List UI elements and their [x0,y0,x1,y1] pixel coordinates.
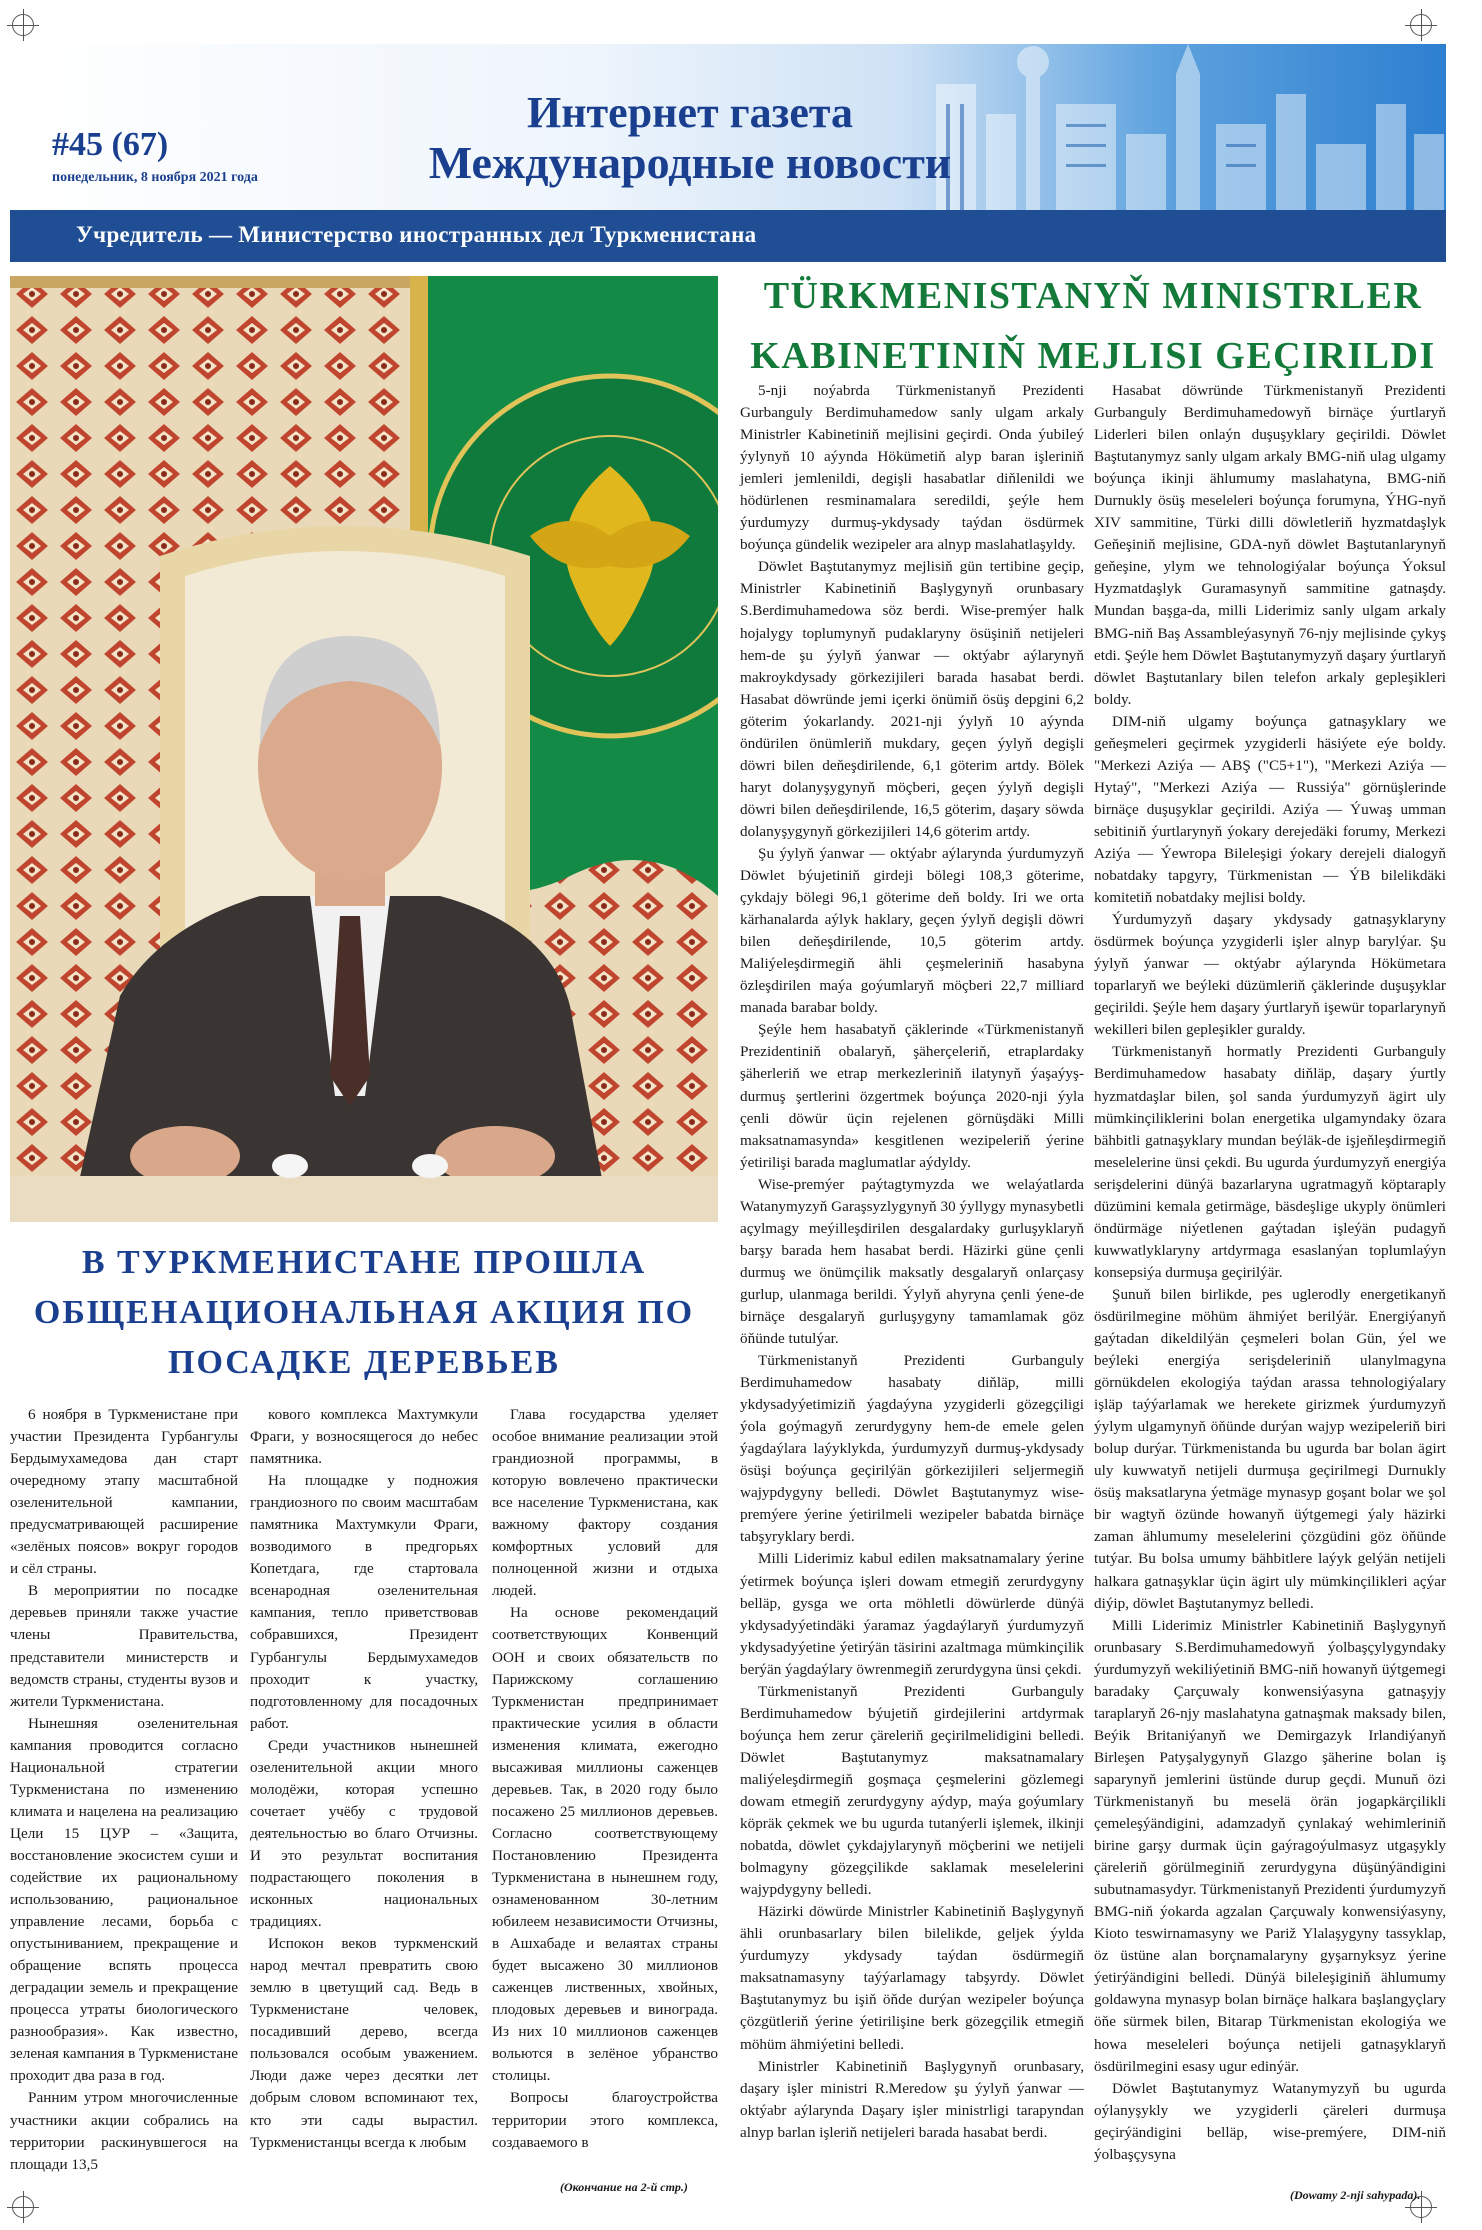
paragraph: Häzirki döwürde Ministrler Kabinetiniň Başlygynyň ähli orunbasarlary bilen bilelikde, geljek ýylda ýurdumyzy ykdysady taýdan ösdürmegiň maksatnamasyny taýýarlamagy tabşyrdy. Döwlet Baştutanymyz bu işiň öňde durýan wezipeler boýunça çözgütleriň ýerine ýetirilişine berk gözegçilik etmegiň möhüm ähmiýetini belledi. [740,1903,1084,2053]
paragraph: Türkmenistanyň Prezidenti Gurbanguly Berdimuhamedow hasabaty diňläp, milli ykdysadyýetimiziň ýagdaýyna yzygiderli gözegçiligi ýola goýmagyň zerurdygyny hem-de emele gelen ýagdaýlara laýyklykda, ýurdumyzyň durmuş-ykdysady ösüşi boýunça geçirilýän görkezijileri seljermegiň wajypdygyny belledi. Döwlet Baştutanymyz wise-premýere ýerine ýetirilmeli wezipeler babatda birnäçe tabşyryklary berdi. [740,1352,1084,1546]
article-tk-column-1 [740,380,1084,2144]
paragraph: Ранним утром многочисленные участники акции собрались на территории раскинувшегося на площади 13,5 [10,2089,238,2173]
president-photo [10,276,718,1222]
registration-mark-top-left [12,14,34,36]
title-line-1: Интернет газета [526,88,854,137]
title-line-2: Международные новости [428,137,952,188]
headline-ru-line-1: В ТУРКМЕНИСТАНЕ ПРОШЛА [81,1244,647,1281]
paragraph: 6 ноября в Туркменистане при участии Президента Гурбангулы Бердымухамедова дан старт очередному этапу масштабной озеленительной кампании, предусматривающей расширение «зелёных поясов» вокруг городов и сёл страны. [10,1406,238,1578]
paragraph: Hasabat döwründe Türkmenistanyň Prezidenti Gurbanguly Berdimuhamedowyň birnäçe ýurtlaryň Liderleri bilen onlaýn duşuşyklary geçirildi. Döwlet Baştutanymyz sanly ulgam arkaly BMG-niň ulag ulgamy boýunça ikinji ählumumy maslahatyna, BMG-niň Durnukly ösüş meseleleri boýunça forumyna, ÝHG-nyň XIV sammitine, Türki dilli döwletleriň hyzmatdaşlyk Geňeşiniň mejlisine, GDA-nyň döwlet Baştutanlarynyň geňeşine, ylym we tehnologiýalar boýunça Ýoksul Hyzmatdaşlyk Guramasynyň sammitine gatnaşdy. Mundan başga-da, milli Liderimiz sanly ulgam arkaly BMG-niň Baş Assambleýasynyň 76-njy mejlisinde çykyş etdi. Şeýle hem Döwlet Baştutanymyzyň daşary ýurtlaryň döwlet Baştutanlary bilen telefon arkaly gepleşikleri boldy. [1094,382,1446,708]
issue-date: понедельник, 8 ноября 2021 года [52,170,258,185]
paragraph: Şu ýylyň ýanwar — oktýabr aýlarynda ýurdumyzyň Döwlet býujetiniň girdeji bölegi 108,3 göterime, çykdajy bölegi 96,1 göterime deň boldy. Iri we orta kärhanalarda aýlyk haklary, geçen ýylyň degişli döwri bilen deňeşdirilende, 10,5 göterim artdy. Maliýeleşdirmegiň ähli çeşmeleriniň hasabyna özleşdirilen maýa goýumlaryň möçberi 22,7 milliard manada barabar boldy. [740,844,1084,1017]
paragraph: Milli Liderimiz kabul edilen maksatnamalary ýerine ýetirmek boýunça işleri dowam etmegiň zerurdygyny belläp, gysga we orta möhletli döwürlerde dünýä ykdysadyýetindäki ýaramaz ýagdaýlaryň ýurdumyzyň ykdysadyýetine ýetirýän täsirini azaltmaga mümkinçilik berýän ýagdaýlary öwrenmegiň zerurdygyna ünsi çekdi. [740,1550,1084,1678]
paragraph: DIM-niň ulgamy boýunça gatnaşyklary we geňeşmeleri geçirmek yzygiderli häsiýete eýe boldy. "Merkezi Aziýa — ABŞ ("C5+1"), "Merkezi Aziýa — Hytaý", "Merkezi Aziýa — Russiýa" görnüşlerinde birnäçe duşuşyklar geçirildi. Aziýa — Ýuwaş umman sebitiniň ýurtlarynyň ýokary derejedäki forumy, Merkezi Aziýa — Ýewropa Bileleşigi ýokary derejeli dialogyň nobatdaky tapgyry, Türkmenistan — ÝB bilelikdäki komitetiň nobatdaky mejlisi boldy. [1094,712,1446,907]
paragraph: Среди участников нынешней озеленительной акции много молодёжи, которая успешно сочетает учёбу с трудовой деятельностью во благо Отчизны. И это результат воспитания подрастающего поколения в исконных национальных традициях. [250,1736,478,1931]
paragraph: Ýurdumyzyň daşary ykdysady gatnaşyklaryny ösdürmek boýunça yzygiderli işler alnyp barylýar. Şu ýylyň ýanwar — oktýabr aýlarynda Hökümetara toparlaryň we beýleki düzümleriň çäklerinde duşuşyklar geçirildi. Şeýle hem daşary ýurtlaryň işewür toparlarynyň wekilleri bilen gepleşikler guraldy. [1094,911,1446,1039]
paragraph: кового комплекса Махтумкули Фраги, у возносящегося до небес памятника. [250,1406,478,1468]
paragraph: В мероприятии по посадке деревьев приняли также участие члены Правительства, представители министерств и ведомств страны, студенты вузов и жители Туркменистана. [10,1582,238,1710]
headline-ru-line-3: ПОСАДКЕ ДЕРЕВЬЕВ [168,1344,560,1381]
paragraph: На площадке у подножия грандиозного по своим масштабам памятника Махтумкули Фраги, возводимого в предгорьях Копетдага, где стартовала всенародная озеленительная кампания, тепло приветствовав собравшихся, Президент Гурбангулы Бердымухамедов проходит к участку, подготовленному для посадочных работ. [250,1472,478,1732]
founder-text: Учредитель — Министерство иностранных дел Туркменистана [76,222,757,247]
continuation-note-russian: (Окончание на 2-й стр.) [560,2180,688,2194]
article-ru-column-3 [492,1404,718,2154]
headline-tk-line-1: TÜRKMENISTANYŇ MINISTRLER [763,275,1423,317]
registration-mark-top-right [1410,14,1432,36]
continuation-note-turkmen: (Dowamy 2-nji sahypada). [1290,2188,1421,2202]
paragraph: Türkmenistanyň hormatly Prezidenti Gurbanguly Berdimuhamedow hasabaty diňläp, daşary ýurtly hyzmatdaşlar bilen, şol sanda ýurdumyzyň ägirt uly mümkinçiliklerini bolan energetika ulgamyndaky özara bähbitli gatnaşyklary mundan beýläk-de işjeňleşdirmegiň meselelerine ünsi çekdi. Bu ugurda ýurdumyzyň energiýa serişdelerini dünýä bazarlaryna ugratmagyň köptaraply düzümini kemala getirmäge, bäsdeşlige ukyply önümleri öndürmäge niýetlenen gaýtadan işleýän pudagyň kuwwatlyklaryny artdyrmaga esaslanýan toplumlaýyn konsepsiýa durmuşa geçirilýär. [1094,1043,1446,1281]
masthead [10,44,1446,262]
founder-bar [10,210,1446,262]
article-ru-column-2 [250,1404,478,2154]
paragraph: Döwlet Baştutanymyz Watanymyzyň bu ugurda oýlanyşykly we yzygiderli çäreleri durmuşa geçirýändigini belläp, wise-premýere, DIM-niň ýolbaşçysyna [1094,2079,1446,2163]
article-tk-column-2 [1094,380,1446,2166]
paragraph: Вопросы благоустройства территории этого комплекса, создаваемого в [492,2089,718,2151]
paragraph: Ministrler Kabinetiniň Başlygynyň orunbasary, daşary işler ministri R.Meredow şu ýylyň ýanwar — oktýabr aýlarynda Daşary işler ministrligi tarapyndan alnyp barlan işleriň netijeleri barada hasabat berdi. [740,2057,1084,2141]
paragraph: Şunuň bilen birlikde, pes uglerodly energetikanyň ösdürilmegine möhüm ähmiýet berilýär. Energiýanyň gaýtadan dikeldilýän çeşmeleri bolan Gün, ýel we beýleki energiýa serişdeleriniň ulanylmagyna görnükdelen ekologiýa taýdan arassa tehnologiýalary işläp taýýarlamak we herekete girizmek ýurdumyzyň ýylym ulgamynyň öňünde durýan wajyp wezipeleriň biri bolup durýar. Türkmenistanda bu ugurda bar bolan ägirt uly kuwwatyň netijeli durmuşa geçirilmegi Durnukly ösüş maksatlaryna ýetmäge mynasyp goşant bolar we şol bir wagtyň özünde howanyň üýtgemegi ýaly häzirki zaman ählumumy meselelerini çözgüdini göz öňünde tutýar. Bu bolsa umumy bähbitlere laýyk gelýän netijeli halkara gatnaşyklar üçin ägirt uly mümkinçilikleri açýar diýip, döwlet Baştutanymyz belledi. [1094,1285,1446,1612]
article-headline-russian [10,1238,718,1388]
paragraph: Нынешняя озеленительная кампания проводится согласно Национальной стратегии Туркменистана по изменению климата и нацелена на реализацию Цели 15 ЦУР – «Защита, восстановление экосистем суши и содействие их рациональному использованию, рациональное управление лесами, борьба с опустыниванием, прекращение и обращение вспять процесса деградации земель и прекращение процесса утраты биологического разнообразия». Как известно, зеленая кампания в Туркменистане проходит два раза в год. [10,1714,238,2085]
paragraph: Türkmenistanyň Prezidenti Gurbanguly Berdimuhamedow býujetiň girdejilerini artdyrmak boýunça hem zerur çäreleriň geçirilmelidigini belledi. Döwlet Baştutanymyz maksatnamalary maliýeleşdirmegiň goşmaça çeşmelerini gözlemegi dowam etmegiň zerurdygyny aýdyp, maýa goýumlary köpräk çekmek we bu ugurda tutanýerli işlemek, ilkinji nobatda, döwlet çykdajylarynyň möçberini we netijeli bolmagyny gözegçilikde saklamak meselelerini wajypdygyny belledi. [740,1682,1084,1899]
registration-mark-bottom-left [12,2196,34,2218]
paragraph: Döwlet Baştutanymyz mejlisiň gün tertibine geçip, Ministrler Kabinetiniň Başlygynyň orunbasary S.Berdimuhamedowa söz berdi. Wise-premýer halk hojalygy toplumynyň pudaklaryny ösüşiniň netijeleri hem-de şu ýylyň ýanwar — oktýabr aýlarynyň makroykdysady görkezijileri barada hasabat berdi. Hasabat döwründe jemi içerki önümiň ösüş depgini 6,2 göterim ýokarlandy. 2021-nji ýylyň 10 aýynda öndürilen önümleriň mukdary, geçen ýylyň degişli döwri bilen deňeşdirilende, 6,1 göterim artdy. Bölek haryt dolanyşygynyň möçberi, geçen ýylyň degişli döwri bilen deňeşdirilende, 16,5 göterim, daşary söwda dolanyşygynyň görkezijileri 14,6 göterim artdy. [740,558,1084,840]
article-ru-column-1 [10,1404,238,2176]
article-headline-turkmen [740,266,1446,386]
paragraph: На основе рекомендаций соответствующих Конвенций ООН и своих обязательств по Парижскому соглашению Туркменистан предпринимает практические усилия в области изменения климата, ежегодно высаживая миллионы саженцев деревьев. Так, в 2020 году было посажено 25 миллионов деревьев. Согласно соответствующему Постановлению Президента Туркменистана в нынешнем году, ознаменованном 30-летним юбилеем независимости Отчизны, в Ашхабаде и велаятах страны будет высажено 30 миллионов саженцев лиственных, хвойных, плодовых деревьев и винограда. Из них 10 миллионов саженцев вольются в зелёное убранство столицы. [492,1604,718,2085]
paragraph: 5-nji noýabrda Türkmenistanyň Prezidenti Gurbanguly Berdimuhamedow sanly ulgam arkaly Ministrler Kabinetiniň mejlisini geçirdi. Onda ýubileý ýylynyň 10 aýynda Hökümetiň alyp baran işleriniň jemleri jemlenildi, degişli hasabatlar diňlenildi we hödürlenen resminamalara seredildi, şeýle hem ýurdumyzy durmuş-ykdysady taýdan ösdürmek boýunça gündelik wezipeler ara alnyp maslahatlaşyldy. [740,382,1084,554]
paragraph: Wise-premýer paýtagtymyzda we welaýatlarda Watanymyzyň Garaşsyzlygynyň 30 ýyllygy mynasybetli açylmagy meýilleşdirilen desgalardaky gurluşyklaryň barşy barada hem hasabat berdi. Häzirki güne çenli durmuş we önümçilik maksatly desgalaryň onlarçasy gurlup, ulanmaga berildi. Ýylyň ahyryna çenli ýene-de birnäçe desgalaryň gurluşygyny tamamlamak göz öňünde tutulýar. [740,1175,1084,1348]
issue-number: #45 (67) [52,126,169,163]
newspaper-title [350,88,1030,188]
paragraph: Глава государства уделяет особое внимание реализации этой грандиозной программы, в которую вовлечено практически все население Туркменистана, как важному фактору создания комфортных условий для полноценной жизни и отдыха людей. [492,1406,718,1600]
paragraph: Испокон веков туркменский народ мечтал превратить свою землю в цветущий сад. Ведь в Туркменистане человек, посадивший дерево, всегда пользовался особым уважением. Люди даже через десятки лет добрым словом вспоминают тех, кто эти сады вырастил. Туркменистанцы всегда к любым [250,1935,478,2151]
paragraph: Şeýle hem hasabatyň çäklerinde «Türkmenistanyň Prezidentiniň obalaryň, şäherçeleriň, etraplardaky şäherleriň we etrap merkezleriniň ilatynyň ýaşaýyş-durmuş şertlerini özgertmek boýunça 2020-nji ýyla çenli döwür üçin rejelenen görnüşdäki Milli maksatnamasynda» kesgitlenen wezipeleriň ýerine ýetirilişi barada maglumatlar aýdyldy. [740,1021,1084,1171]
headline-tk-line-2: KABINETINIŇ MEJLISI GEÇIRILDI [750,335,1436,377]
headline-ru-line-2: ОБЩЕНАЦИОНАЛЬНАЯ АКЦИЯ ПО [33,1294,695,1331]
paragraph: Milli Liderimiz Ministrler Kabinetiniň Başlygynyň orunbasary S.Berdimuhamedowyň ýolbaşçylygyndaky ýurdumyzyň wekiliýetiniň BMG-niň howanyň üýtgemegi baradaky Çarçuwaly konwensiýasyna gatnaşyjy taraplaryň 26-njy maslahatyna gatnaşmak maksady bilen, Beýik Britaniýanyň we Demirgazyk Irlandiýanyň Birleşen Patyşalygynyň Glazgo şäherine bolan iş saparynyň jemlerini üstünde durup geçdi. Munuň özi Türkmenistanyň bu meselä örän jogapkärçilikli çemeleşýändigini, adamzadyň çynlakaý wehimleriniň birine garşy durmak üçin gaýragoýulmasyz utgaşykly çäreleriň görülmeginiň zerurdygyna düşünýändigini subutnamasydyr. Türkmenistanyň Prezidenti ýurdumyzyň BMG-niň ýokarda agzalan Çarçuwaly konwensiýasyny, Kioto teswirnamasyny we Pariž Ylalaşygyny tassyklap, öz üstüne alan borçnamalaryny gyşarnyksyz ýerine ýetirýändigini belledi. Dünýä bileleşiginiň ählumumy goldawyna mynasyp bolan birnäçe halkara başlangyçlary öňe sürmek bilen, Bitarap Türkmenistan ekologiýa we howa meseleleri boýunça netijeli gatnaşyklaryň ösdürilmegini esasy ugur edinýär. [1094,1616,1446,2075]
